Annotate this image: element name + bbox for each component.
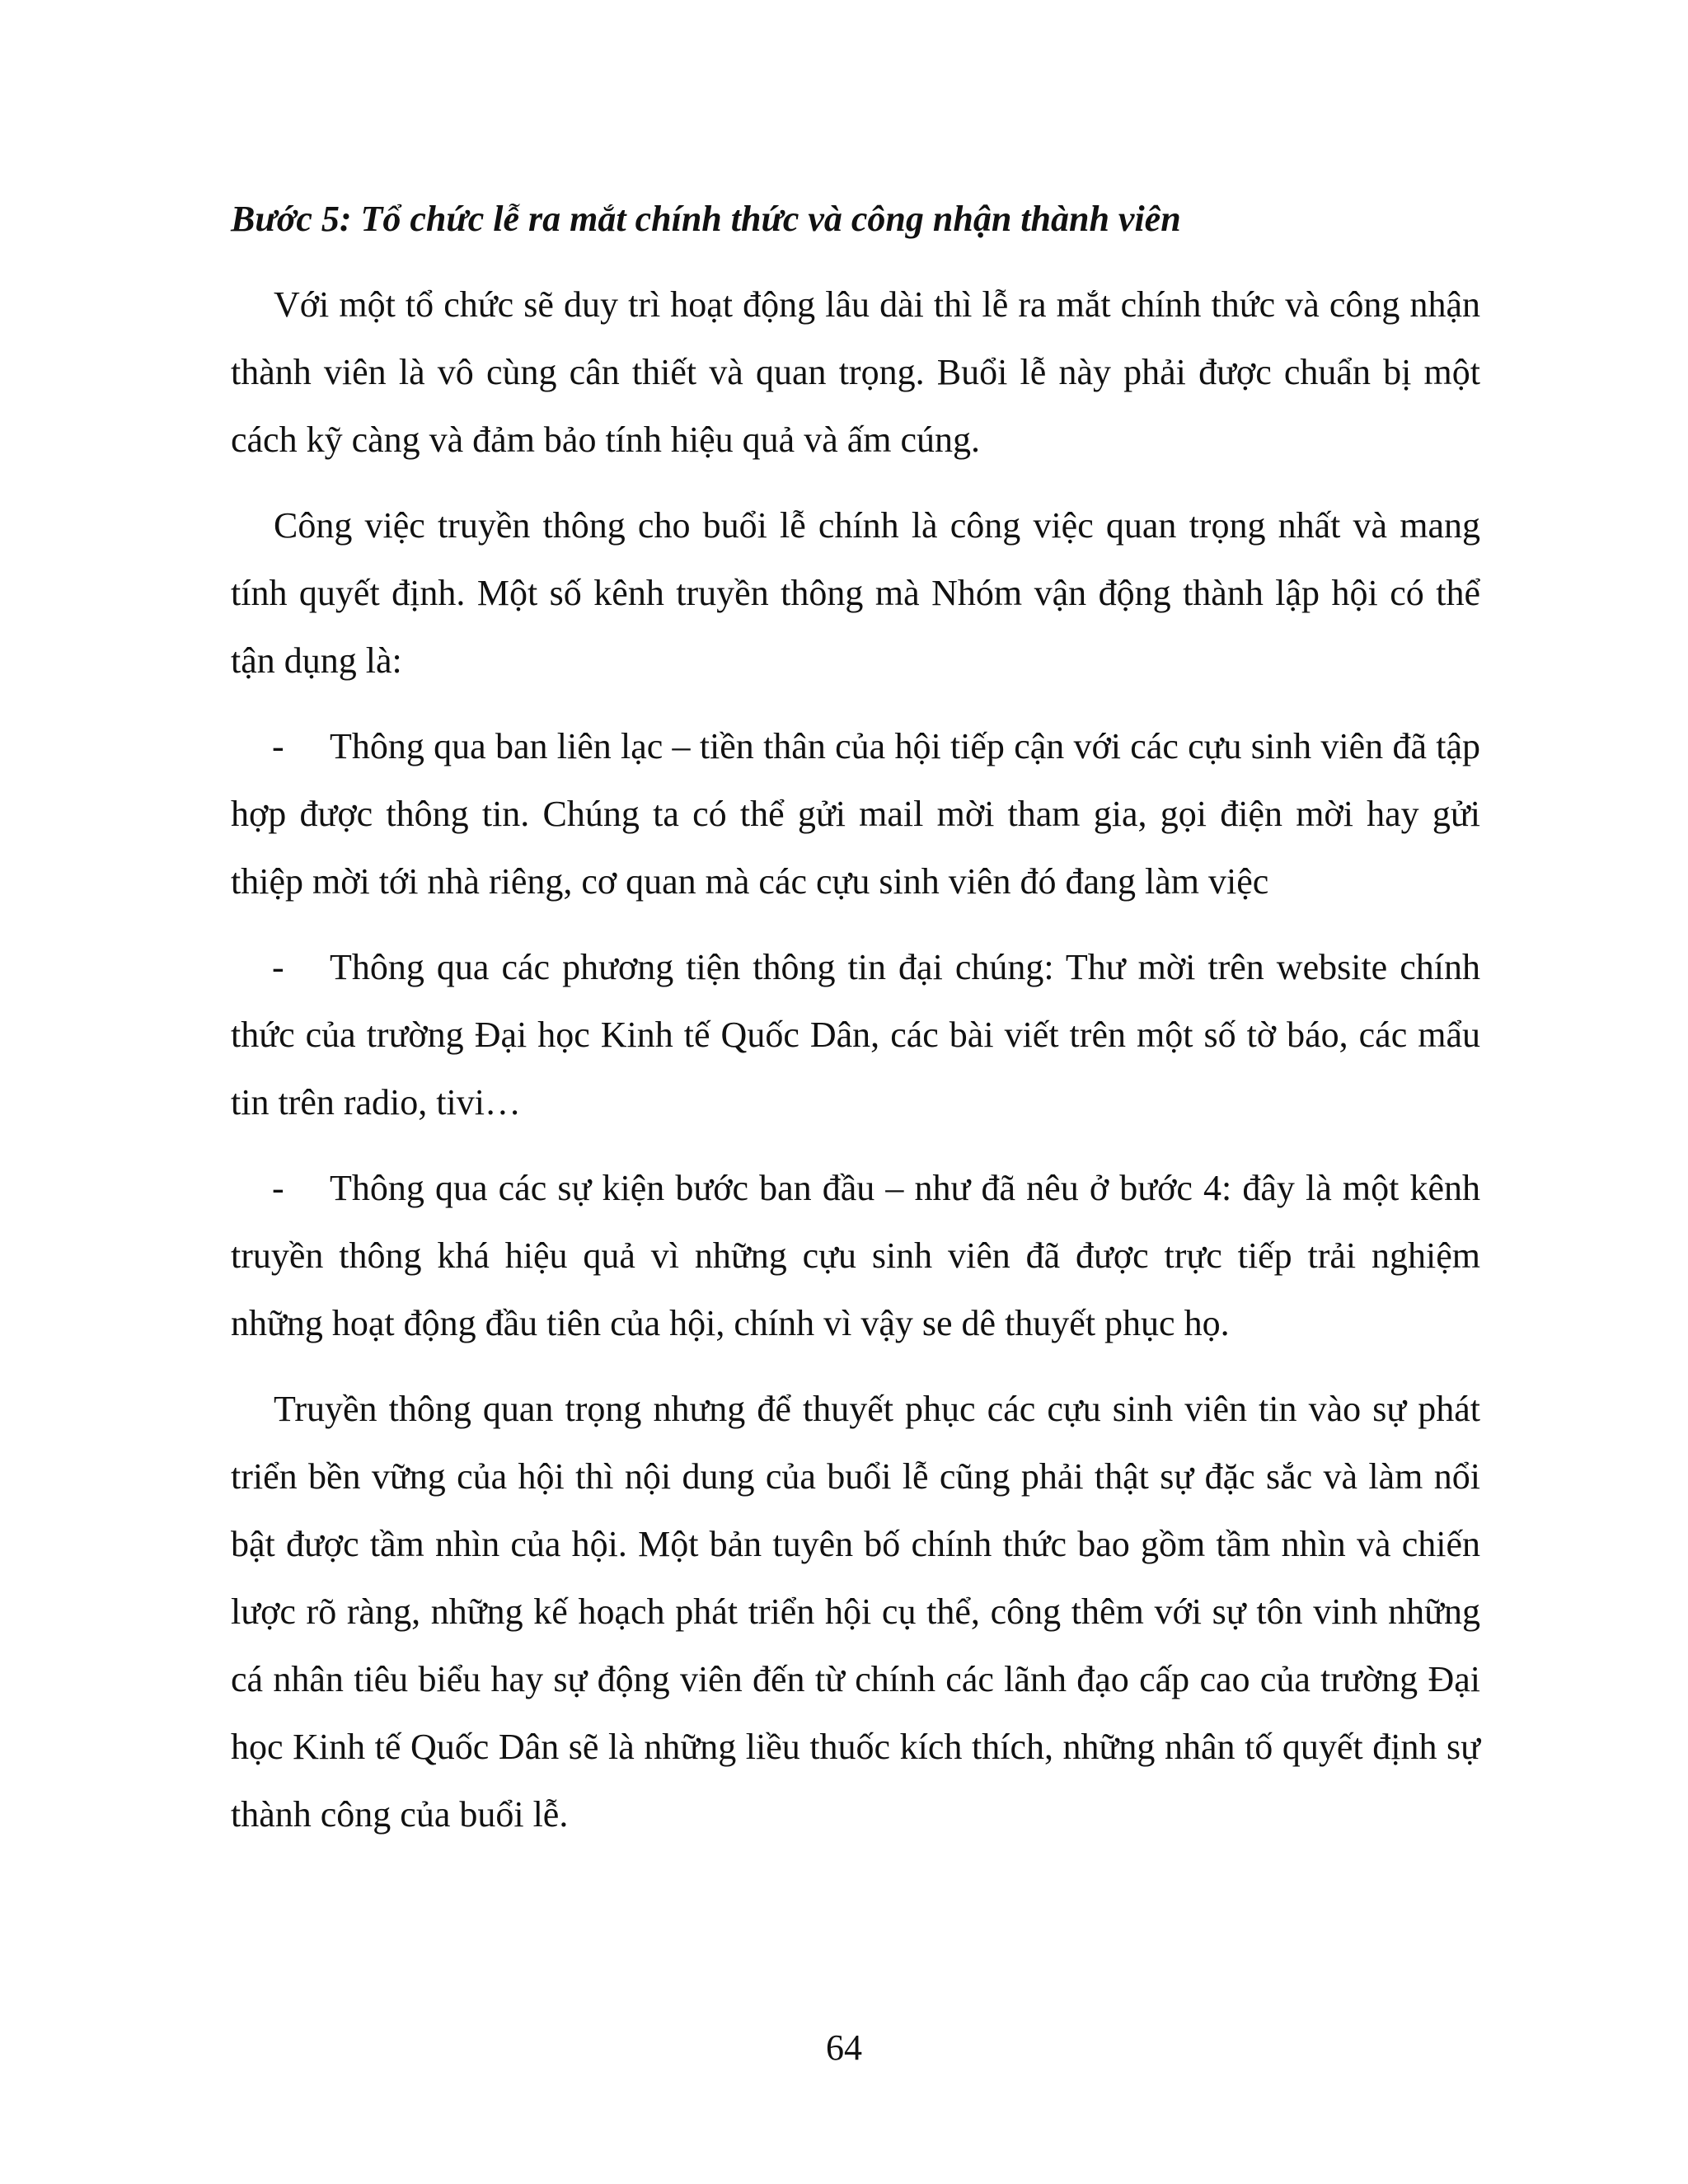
bullet-text: Thông qua ban liên lạc – tiền thân của hội tiếp cận với các cựu sinh viên đã tập hợp được thông tin. Chúng ta có thể gửi mail mời tham gia, gọi điện mời hay gửi thiệp mời tới nhà riêng, cơ quan mà các cựu sinh viên đó đang làm việc <box>231 726 1480 902</box>
section-heading: Bước 5: Tổ chức lễ ra mắt chính thức và công nhận thành viên <box>231 199 1181 239</box>
page-content <box>231 185 1480 1867</box>
bullet-item-mass-media <box>231 934 1480 1137</box>
paragraph-intro: Với một tổ chức sẽ duy trì hoạt động lâu dài thì lễ ra mắt chính thức và công nhận thành viên là vô cùng cân thiết và quan trọng. Buổi lễ này phải được chuẩn bị một cách kỹ càng và đảm bảo tính hiệu quả và ấm cúng. <box>231 284 1480 460</box>
bullet-dash: - <box>272 1168 284 1208</box>
page-number: 64 <box>826 2027 862 2068</box>
bullet-item-events <box>231 1155 1480 1357</box>
bullet-item-liaison <box>231 713 1480 916</box>
bullet-dash: - <box>272 947 284 987</box>
paragraph-closing: Truyền thông quan trọng nhưng để thuyết phục các cựu sinh viên tin vào sự phát triển bền vững của hội thì nội dung của buổi lễ cũng phải thật sự đặc sắc và làm nổi bật được tầm nhìn của hội. Một bản tuyên bố chính thức bao gồm tầm nhìn và chiến lược rõ ràng, những kế hoạch phát triển hội cụ thể, công thêm với sự tôn vinh những cá nhân tiêu biểu hay sự động viên đến từ chính các lãnh đạo cấp cao của trường Đại học Kinh tế Quốc Dân sẽ là những liều thuốc kích thích, những nhân tố quyết định sự thành công của buổi lễ. <box>231 1389 1480 1835</box>
bullet-dash: - <box>272 726 284 766</box>
paragraph-communication: Công việc truyền thông cho buổi lễ chính là công việc quan trọng nhất và mang tính quyết định. Một số kênh truyền thông mà Nhóm vận động thành lập hội có thể tận dụng là: <box>231 505 1480 681</box>
bullet-text: Thông qua các phương tiện thông tin đại chúng: Thư mời trên website chính thức của trường Đại học Kinh tế Quốc Dân, các bài viết trên một số tờ báo, các mẩu tin trên radio, tivi… <box>231 947 1480 1122</box>
bullet-text: Thông qua các sự kiện bước ban đầu – như đã nêu ở bước 4: đây là một kênh truyền thông khá hiệu quả vì những cựu sinh viên đã được trực tiếp trải nghiệm những hoạt động đầu tiên của hội, chính vì vậy se dê thuyết phục họ. <box>231 1168 1480 1343</box>
